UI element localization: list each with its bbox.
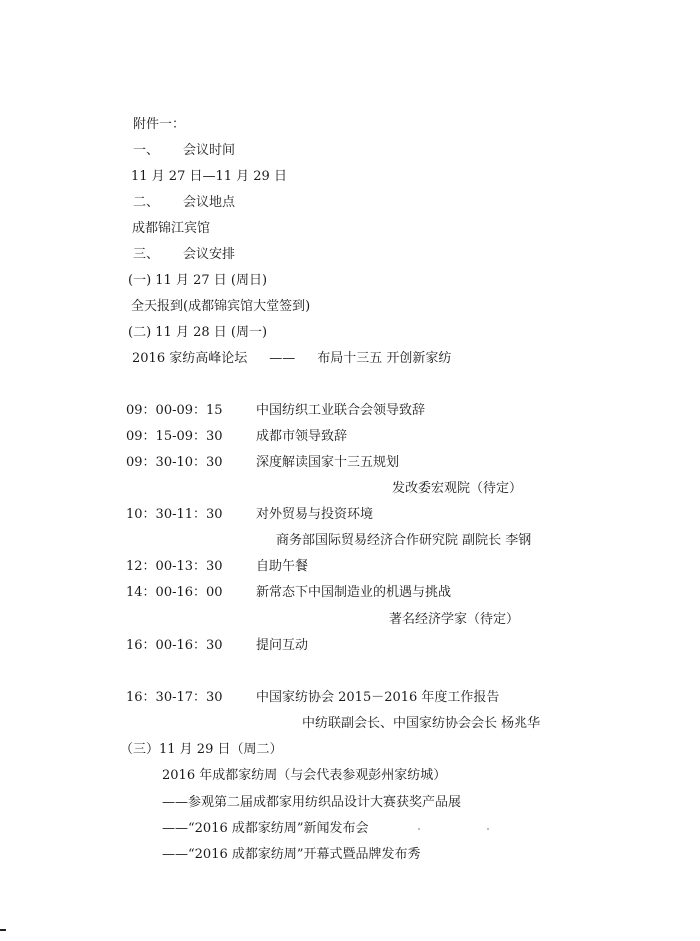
forum-subtitle: 布局十三五 开创新家纺	[317, 351, 452, 366]
scan-speck	[418, 828, 420, 830]
section-number: 一、	[133, 143, 160, 158]
day3-item: ——“2016 成都家纺周”开幕式暨品牌发布秀	[162, 847, 421, 862]
attachment-label: 附件一：	[133, 117, 186, 132]
day2-heading: (二) 11 月 28 日 (周一)	[128, 325, 268, 340]
schedule-time: 10：30-11：30	[126, 507, 223, 522]
section-title: 会议地点	[183, 195, 236, 210]
schedule-time: 16：30-17：30	[126, 690, 223, 705]
meeting-place-value: 成都锦江宾馆	[132, 221, 211, 236]
schedule-title: 自助午餐	[256, 559, 309, 574]
scan-edge-mark	[0, 929, 6, 931]
schedule-time: 09：15-09：30	[126, 429, 223, 444]
section-title: 会议时间	[183, 143, 236, 158]
forum-dash: ——	[269, 351, 296, 366]
schedule-time: 16：00-16：30	[126, 638, 223, 653]
forum-title-line	[132, 351, 451, 367]
schedule-title: 对外贸易与投资环境	[256, 507, 374, 522]
day3-item: ——“2016 成都家纺周”新闻发布会	[162, 821, 369, 836]
section-number: 二、	[133, 195, 160, 210]
day3-item: ——参观第二届成都家用纺织品设计大赛获奖产品展	[162, 795, 462, 810]
schedule-time: 09：00-09：15	[126, 403, 223, 418]
schedule-speaker: 中纺联副会长、中国家纺协会会长 杨兆华	[302, 716, 541, 731]
meeting-time-value: 11 月 27 日—11 月 29 日	[131, 169, 287, 184]
section-place-heading	[133, 195, 235, 211]
section-time-heading	[133, 143, 235, 159]
schedule-title: 提问互动	[256, 638, 309, 653]
schedule-time: 12：00-13：30	[126, 559, 223, 574]
schedule-time: 09：30-10：30	[126, 455, 223, 470]
schedule-title: 新常态下中国制造业的机遇与挑战	[256, 585, 452, 600]
schedule-title: 深度解读国家十三五规划	[256, 455, 400, 470]
scan-speck	[487, 828, 489, 830]
day1-heading: (一) 11 月 27 日 (周日)	[128, 273, 268, 288]
schedule-speaker: 商务部国际贸易经济合作研究院 副院长 李钢	[276, 533, 532, 548]
section-number: 三、	[133, 247, 160, 262]
schedule-time: 14：00-16：00	[126, 585, 223, 600]
schedule-speaker: 发改委宏观院（待定）	[392, 481, 523, 496]
schedule-title: 中国纺织工业联合会领导致辞	[256, 403, 426, 418]
schedule-speaker: 著名经济学家（待定）	[389, 612, 520, 627]
schedule-title: 成都市领导致辞	[256, 429, 348, 444]
day3-heading: （三）11 月 29 日（周二）	[120, 742, 283, 757]
section-arrange-heading	[133, 247, 235, 263]
forum-title: 2016 家纺高峰论坛	[132, 351, 248, 366]
day3-item: 2016 年成都家纺周（与会代表参观彭州家纺城）	[162, 768, 447, 783]
section-title: 会议安排	[183, 247, 236, 262]
schedule-title: 中国家纺协会 2015－2016 年度工作报告	[256, 690, 500, 705]
day1-description: 全天报到(成都锦宾馆大堂签到)	[131, 299, 311, 314]
